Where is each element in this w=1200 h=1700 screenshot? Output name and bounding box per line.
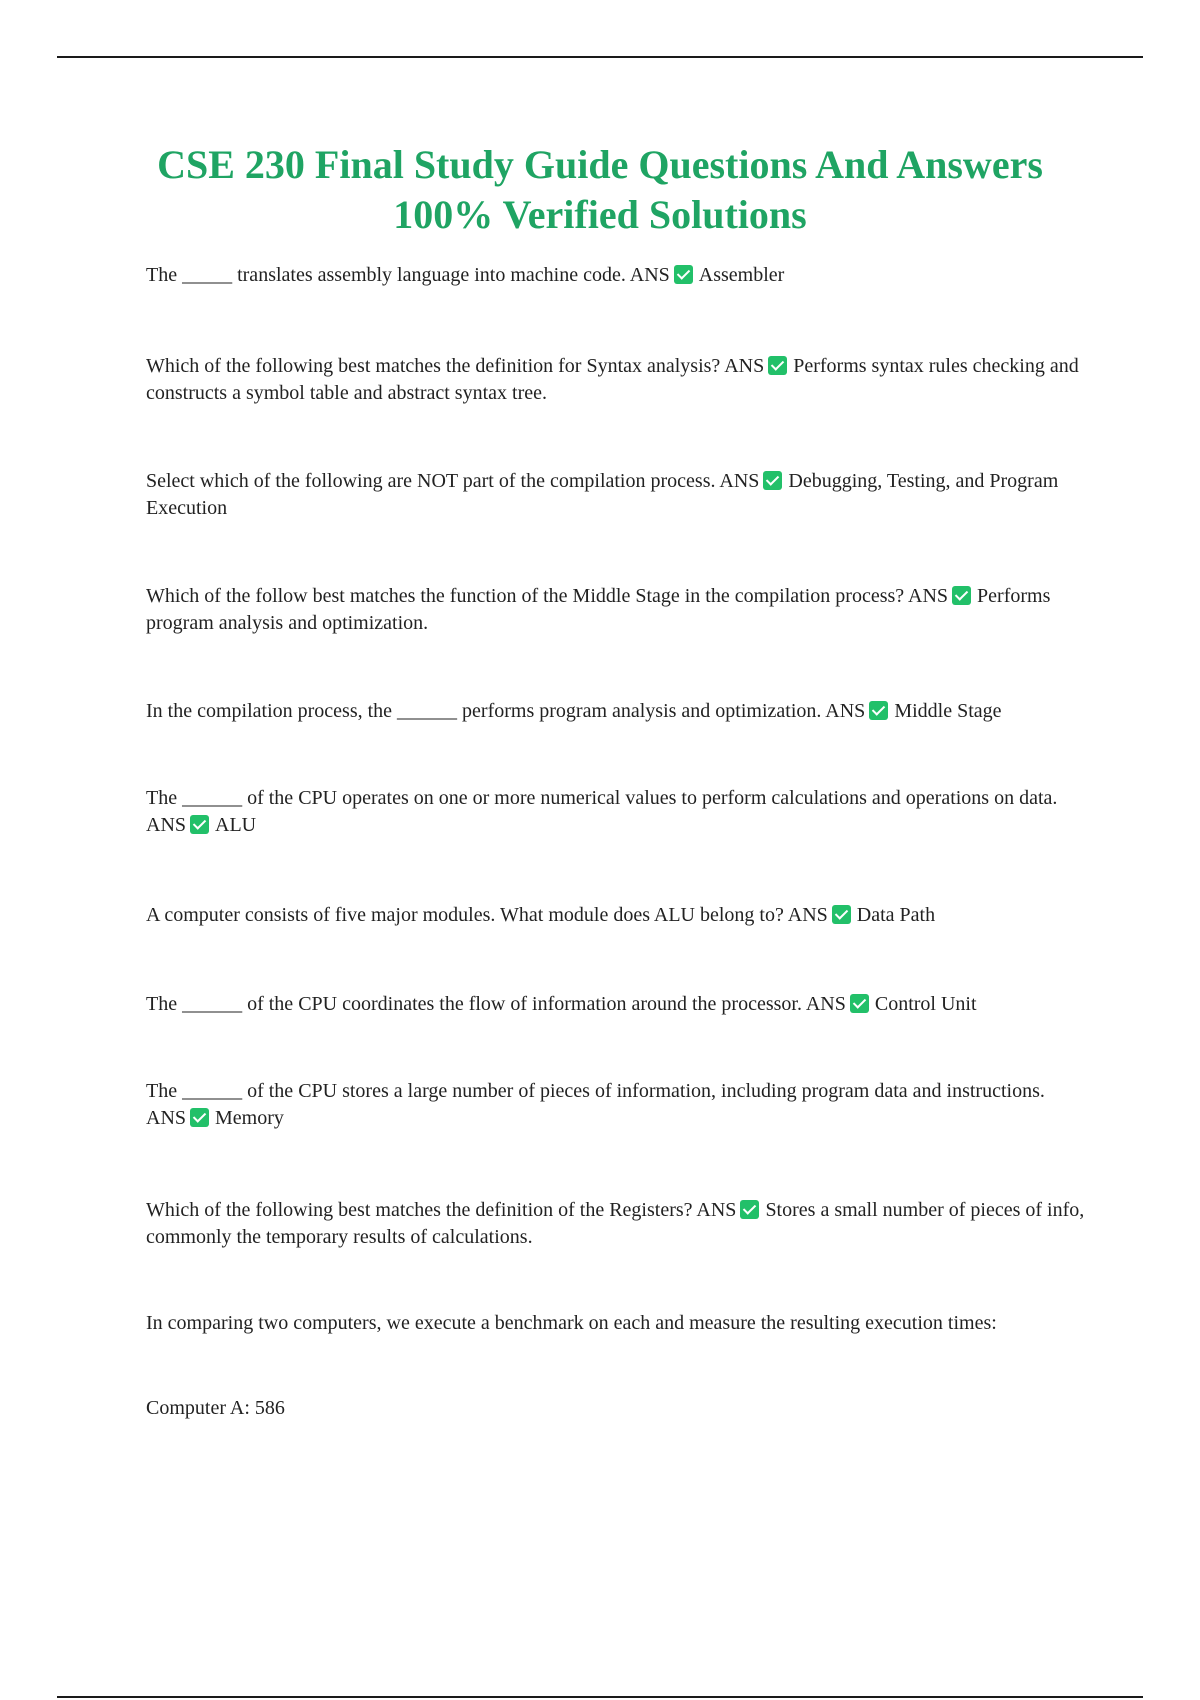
- check-icon: [190, 1108, 209, 1127]
- bottom-rule: [57, 1696, 1143, 1698]
- question-text: The _____ translates assembly language into machine code. ANS: [146, 264, 670, 286]
- qa-item-2: [146, 353, 1086, 407]
- check-icon: [869, 701, 888, 720]
- title-line-2: 100% Verified Solutions: [393, 192, 807, 237]
- answer-text: Stores a small number of pieces of info, commonly the temporary results of calculations.: [146, 1199, 1085, 1248]
- qa-item-3: [146, 468, 1086, 522]
- qa-item-7: [146, 902, 1086, 929]
- check-icon: [190, 815, 209, 834]
- qa-item-8: [146, 991, 1086, 1018]
- check-icon: [674, 265, 693, 284]
- qa-item-6: [146, 785, 1086, 839]
- question-text: Which of the following best matches the definition of the Registers? ANS: [146, 1199, 737, 1221]
- computer-a-line: Computer A: 586: [146, 1397, 285, 1419]
- check-icon: [952, 586, 971, 605]
- check-icon: [768, 356, 787, 375]
- answer-text: Debugging, Testing, and Program Execution: [146, 470, 1059, 519]
- qa-item-10: [146, 1197, 1086, 1251]
- answer-text: Assembler: [698, 264, 785, 286]
- check-icon: [832, 905, 851, 924]
- qa-item-5: [146, 698, 1086, 725]
- answer-text: Performs program analysis and optimization.: [146, 585, 1051, 634]
- question-text: The ______ of the CPU operates on one or more numerical values to perform calculations and operations on data. ANS: [146, 787, 1058, 836]
- qa-item-4: [146, 583, 1086, 637]
- answer-text: ALU: [215, 814, 257, 836]
- document-title: [100, 140, 1100, 240]
- answer-text: Performs syntax rules checking and constructs a symbol table and abstract syntax tree.: [146, 355, 1079, 404]
- qa-item-1: [146, 262, 1086, 289]
- title-line-1: CSE 230 Final Study Guide Questions And Answers: [157, 142, 1043, 187]
- check-icon: [763, 471, 782, 490]
- answer-text: Middle Stage: [894, 700, 1002, 722]
- question-text: Which of the follow best matches the function of the Middle Stage in the compilation process? ANS: [146, 585, 949, 607]
- question-text: The ______ of the CPU stores a large number of pieces of information, including program data and instructions. ANS: [146, 1080, 1045, 1129]
- question-text: In the compilation process, the ______ performs program analysis and optimization. ANS: [146, 700, 866, 722]
- question-text: The ______ of the CPU coordinates the flow of information around the processor. ANS: [146, 993, 846, 1015]
- check-icon: [850, 994, 869, 1013]
- qa-item-9: [146, 1078, 1086, 1132]
- answer-text: Memory: [215, 1107, 284, 1129]
- top-rule: [57, 56, 1143, 58]
- answer-text: Data Path: [856, 904, 936, 926]
- check-icon: [740, 1200, 759, 1219]
- question-text: Select which of the following are NOT part of the compilation process. ANS: [146, 470, 760, 492]
- question-text: A computer consists of five major modules. What module does ALU belong to? ANS: [146, 904, 828, 926]
- question-text: Which of the following best matches the definition for Syntax analysis? ANS: [146, 355, 765, 377]
- benchmark-paragraph: In comparing two computers, we execute a benchmark on each and measure the resulting execution times:: [146, 1312, 997, 1334]
- answer-text: Control Unit: [874, 993, 977, 1015]
